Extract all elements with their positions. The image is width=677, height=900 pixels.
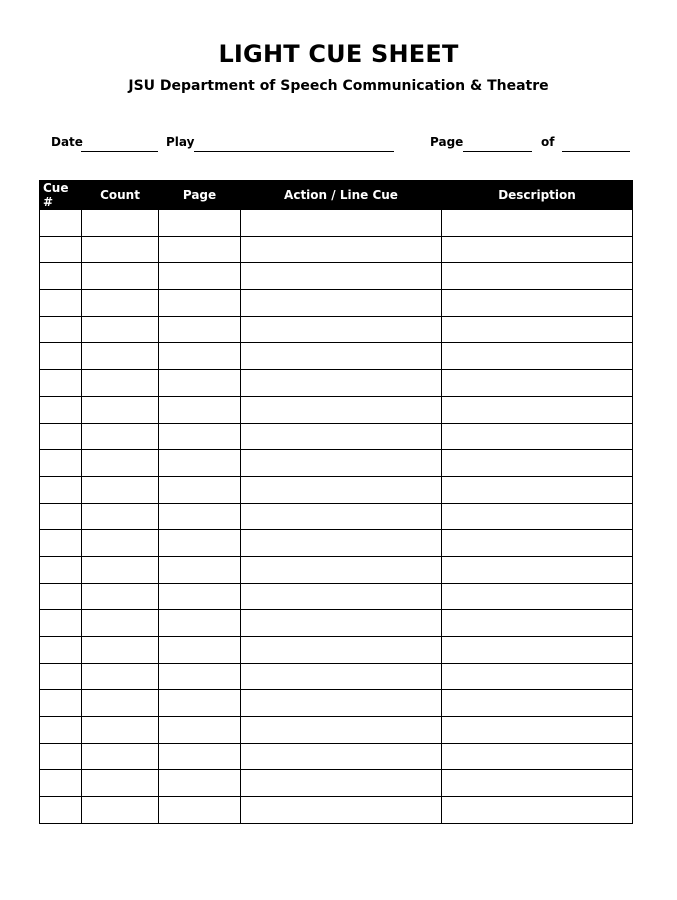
- table-row: [40, 743, 633, 770]
- action-cell[interactable]: [241, 663, 442, 690]
- action-cell-input[interactable]: [241, 450, 441, 476]
- action-cell[interactable]: [241, 797, 442, 824]
- table-row: [40, 663, 633, 690]
- cue-cell[interactable]: [40, 236, 82, 263]
- description-cell-input[interactable]: [442, 477, 632, 503]
- column-header-count: Count: [82, 181, 159, 210]
- table-row: [40, 476, 633, 503]
- count-cell-input[interactable]: [82, 237, 158, 263]
- action-cell[interactable]: [241, 743, 442, 770]
- description-cell-input[interactable]: [442, 664, 632, 690]
- page-cell[interactable]: [159, 743, 241, 770]
- column-header-page: Page: [159, 181, 241, 210]
- page-cell-input[interactable]: [159, 584, 240, 610]
- action-cell[interactable]: [241, 450, 442, 477]
- action-cell[interactable]: [241, 423, 442, 450]
- page-subtitle: JSU Department of Speech Communication & Theatre: [128, 78, 549, 94]
- count-cell[interactable]: [82, 396, 159, 423]
- action-cell-input[interactable]: [241, 290, 441, 316]
- count-cell-input[interactable]: [82, 770, 158, 796]
- table-row: [40, 530, 633, 557]
- count-cell[interactable]: [82, 370, 159, 397]
- count-cell[interactable]: [82, 210, 159, 237]
- count-cell[interactable]: [82, 610, 159, 637]
- cue-cell-input[interactable]: [40, 610, 81, 636]
- action-cell-input[interactable]: [241, 343, 441, 369]
- action-cell-input[interactable]: [241, 397, 441, 423]
- action-cell[interactable]: [241, 316, 442, 343]
- page-title: LIGHT CUE SHEET: [218, 40, 459, 68]
- action-cell[interactable]: [241, 717, 442, 744]
- count-cell-input[interactable]: [82, 477, 158, 503]
- count-cell[interactable]: [82, 663, 159, 690]
- count-cell[interactable]: [82, 263, 159, 290]
- count-cell-input[interactable]: [82, 424, 158, 450]
- count-cell[interactable]: [82, 236, 159, 263]
- table-row: [40, 263, 633, 290]
- table-row: [40, 637, 633, 664]
- count-cell-input[interactable]: [82, 317, 158, 343]
- description-cell-input[interactable]: [442, 237, 632, 263]
- description-cell[interactable]: [442, 717, 633, 744]
- action-cell[interactable]: [241, 503, 442, 530]
- table-row: [40, 556, 633, 583]
- description-cell[interactable]: [442, 530, 633, 557]
- page-cell-input[interactable]: [159, 370, 240, 396]
- cue-cell-input[interactable]: [40, 263, 81, 289]
- date-label: Date: [51, 135, 83, 149]
- cue-cell[interactable]: [40, 583, 82, 610]
- action-cell[interactable]: [241, 637, 442, 664]
- page-cell[interactable]: [159, 423, 241, 450]
- action-cell[interactable]: [241, 690, 442, 717]
- page-cell[interactable]: [159, 476, 241, 503]
- description-cell-input[interactable]: [442, 717, 632, 743]
- action-cell-input[interactable]: [241, 664, 441, 690]
- description-cell-input[interactable]: [442, 557, 632, 583]
- description-cell[interactable]: [442, 396, 633, 423]
- description-cell[interactable]: [442, 610, 633, 637]
- description-cell[interactable]: [442, 663, 633, 690]
- action-cell-input[interactable]: [241, 370, 441, 396]
- description-cell-input[interactable]: [442, 317, 632, 343]
- action-cell-input[interactable]: [241, 504, 441, 530]
- page-cell-input[interactable]: [159, 477, 240, 503]
- description-cell[interactable]: [442, 743, 633, 770]
- page-cell-input[interactable]: [159, 717, 240, 743]
- count-cell-input[interactable]: [82, 290, 158, 316]
- count-cell[interactable]: [82, 556, 159, 583]
- cue-cell-input[interactable]: [40, 370, 81, 396]
- count-cell-input[interactable]: [82, 690, 158, 716]
- count-cell-input[interactable]: [82, 744, 158, 770]
- count-cell[interactable]: [82, 743, 159, 770]
- count-cell[interactable]: [82, 343, 159, 370]
- page-cell-input[interactable]: [159, 664, 240, 690]
- action-cell[interactable]: [241, 556, 442, 583]
- cue-cell[interactable]: [40, 370, 82, 397]
- action-cell-input[interactable]: [241, 424, 441, 450]
- action-cell[interactable]: [241, 210, 442, 237]
- table-row: [40, 717, 633, 744]
- description-cell-input[interactable]: [442, 290, 632, 316]
- count-cell[interactable]: [82, 717, 159, 744]
- page-cell[interactable]: [159, 450, 241, 477]
- action-cell[interactable]: [241, 530, 442, 557]
- description-cell-input[interactable]: [442, 263, 632, 289]
- page-cell-input[interactable]: [159, 770, 240, 796]
- cue-cell-input[interactable]: [40, 557, 81, 583]
- description-cell-input[interactable]: [442, 690, 632, 716]
- table-row: [40, 503, 633, 530]
- action-cell-input[interactable]: [241, 317, 441, 343]
- cue-cell[interactable]: [40, 663, 82, 690]
- description-cell[interactable]: [442, 316, 633, 343]
- cue-cell-input[interactable]: [40, 397, 81, 423]
- table-row: [40, 396, 633, 423]
- page-cell[interactable]: [159, 530, 241, 557]
- cue-cell-input[interactable]: [40, 664, 81, 690]
- count-cell[interactable]: [82, 583, 159, 610]
- action-cell[interactable]: [241, 770, 442, 797]
- cue-cell[interactable]: [40, 396, 82, 423]
- action-cell[interactable]: [241, 610, 442, 637]
- page-cell[interactable]: [159, 343, 241, 370]
- count-cell[interactable]: [82, 530, 159, 557]
- table-row: [40, 610, 633, 637]
- page-cell[interactable]: [159, 770, 241, 797]
- cue-cell-input[interactable]: [40, 690, 81, 716]
- cue-cell[interactable]: [40, 290, 82, 317]
- table-row: [40, 583, 633, 610]
- description-cell-input[interactable]: [442, 504, 632, 530]
- description-cell[interactable]: [442, 290, 633, 317]
- cue-cell[interactable]: [40, 503, 82, 530]
- description-cell[interactable]: [442, 343, 633, 370]
- page-cell-input[interactable]: [159, 263, 240, 289]
- description-cell[interactable]: [442, 450, 633, 477]
- date-field[interactable]: [81, 137, 158, 152]
- count-cell-input[interactable]: [82, 637, 158, 663]
- count-cell[interactable]: [82, 503, 159, 530]
- page-cell[interactable]: [159, 690, 241, 717]
- table-row: [40, 210, 633, 237]
- description-cell-input[interactable]: [442, 610, 632, 636]
- page-cell-input[interactable]: [159, 317, 240, 343]
- description-cell[interactable]: [442, 423, 633, 450]
- cue-cell-input[interactable]: [40, 770, 81, 796]
- description-cell-input[interactable]: [442, 370, 632, 396]
- page-cell[interactable]: [159, 236, 241, 263]
- count-cell-input[interactable]: [82, 610, 158, 636]
- count-cell-input[interactable]: [82, 584, 158, 610]
- cue-cell[interactable]: [40, 343, 82, 370]
- table-body: [40, 210, 633, 824]
- description-cell[interactable]: [442, 476, 633, 503]
- count-cell-input[interactable]: [82, 797, 158, 823]
- table-row: [40, 423, 633, 450]
- count-cell-input[interactable]: [82, 343, 158, 369]
- count-cell[interactable]: [82, 476, 159, 503]
- of-label: of: [541, 135, 555, 149]
- page-cell-input[interactable]: [159, 690, 240, 716]
- count-cell[interactable]: [82, 423, 159, 450]
- cue-cell-input[interactable]: [40, 343, 81, 369]
- action-cell-input[interactable]: [241, 530, 441, 556]
- action-cell[interactable]: [241, 236, 442, 263]
- cue-cell[interactable]: [40, 690, 82, 717]
- table-row: [40, 236, 633, 263]
- page-cell[interactable]: [159, 663, 241, 690]
- count-cell-input[interactable]: [82, 557, 158, 583]
- count-cell-input[interactable]: [82, 397, 158, 423]
- description-cell[interactable]: [442, 583, 633, 610]
- cue-cell[interactable]: [40, 450, 82, 477]
- description-cell-input[interactable]: [442, 584, 632, 610]
- count-cell-input[interactable]: [82, 664, 158, 690]
- table-row: [40, 290, 633, 317]
- page-cell-input[interactable]: [159, 744, 240, 770]
- column-header-description: Description: [442, 181, 633, 210]
- count-cell[interactable]: [82, 450, 159, 477]
- description-cell[interactable]: [442, 503, 633, 530]
- action-cell[interactable]: [241, 370, 442, 397]
- cue-cell[interactable]: [40, 743, 82, 770]
- page-cell[interactable]: [159, 583, 241, 610]
- action-cell-input[interactable]: [241, 637, 441, 663]
- action-cell-input[interactable]: [241, 690, 441, 716]
- cue-cell[interactable]: [40, 797, 82, 824]
- cue-cell[interactable]: [40, 770, 82, 797]
- page-cell-input[interactable]: [159, 637, 240, 663]
- page-cell[interactable]: [159, 263, 241, 290]
- description-cell-input[interactable]: [442, 530, 632, 556]
- table-row: [40, 797, 633, 824]
- action-cell-input[interactable]: [241, 610, 441, 636]
- count-cell[interactable]: [82, 797, 159, 824]
- cue-cell[interactable]: [40, 556, 82, 583]
- count-cell-input[interactable]: [82, 370, 158, 396]
- action-cell[interactable]: [241, 583, 442, 610]
- description-cell[interactable]: [442, 210, 633, 237]
- description-cell[interactable]: [442, 690, 633, 717]
- cue-cell-input[interactable]: [40, 290, 81, 316]
- page-cell[interactable]: [159, 717, 241, 744]
- action-cell-input[interactable]: [241, 237, 441, 263]
- action-cell-input[interactable]: [241, 263, 441, 289]
- play-label: Play: [166, 135, 195, 149]
- cue-cell-input[interactable]: [40, 637, 81, 663]
- description-cell-input[interactable]: [442, 450, 632, 476]
- count-cell-input[interactable]: [82, 504, 158, 530]
- cue-cell[interactable]: [40, 637, 82, 664]
- cue-table: [39, 180, 633, 824]
- page-cell-input[interactable]: [159, 557, 240, 583]
- description-cell[interactable]: [442, 263, 633, 290]
- table-row: [40, 450, 633, 477]
- table-row: [40, 370, 633, 397]
- column-header-cue: Cue #: [40, 181, 82, 210]
- count-cell-input[interactable]: [82, 450, 158, 476]
- description-cell-input[interactable]: [442, 424, 632, 450]
- page-cell-input[interactable]: [159, 530, 240, 556]
- description-cell[interactable]: [442, 797, 633, 824]
- description-cell[interactable]: [442, 236, 633, 263]
- action-cell-input[interactable]: [241, 744, 441, 770]
- action-cell-input[interactable]: [241, 557, 441, 583]
- table-header-row: [40, 181, 633, 210]
- page-cell-input[interactable]: [159, 290, 240, 316]
- cue-cell-input[interactable]: [40, 317, 81, 343]
- table-row: [40, 690, 633, 717]
- page-cell[interactable]: [159, 503, 241, 530]
- page-label: Page: [430, 135, 464, 149]
- table-row: [40, 316, 633, 343]
- page-cell[interactable]: [159, 316, 241, 343]
- cue-cell-input[interactable]: [40, 504, 81, 530]
- cue-cell[interactable]: [40, 423, 82, 450]
- description-cell[interactable]: [442, 370, 633, 397]
- cue-cell-input[interactable]: [40, 717, 81, 743]
- table-row: [40, 343, 633, 370]
- page-number-field[interactable]: [463, 137, 532, 152]
- action-cell[interactable]: [241, 263, 442, 290]
- page-cell-input[interactable]: [159, 237, 240, 263]
- cue-cell[interactable]: [40, 210, 82, 237]
- cue-cell-input[interactable]: [40, 744, 81, 770]
- count-cell[interactable]: [82, 770, 159, 797]
- description-cell[interactable]: [442, 770, 633, 797]
- page-cell-input[interactable]: [159, 797, 240, 823]
- page-cell[interactable]: [159, 290, 241, 317]
- page-cell[interactable]: [159, 797, 241, 824]
- description-cell-input[interactable]: [442, 210, 632, 236]
- description-cell-input[interactable]: [442, 770, 632, 796]
- count-cell-input[interactable]: [82, 210, 158, 236]
- cue-cell-input[interactable]: [40, 450, 81, 476]
- action-cell-input[interactable]: [241, 210, 441, 236]
- table-row: [40, 770, 633, 797]
- cue-cell-input[interactable]: [40, 477, 81, 503]
- count-cell[interactable]: [82, 637, 159, 664]
- description-cell-input[interactable]: [442, 343, 632, 369]
- cue-cell[interactable]: [40, 530, 82, 557]
- cue-cell-input[interactable]: [40, 797, 81, 823]
- count-cell-input[interactable]: [82, 717, 158, 743]
- description-cell-input[interactable]: [442, 744, 632, 770]
- action-cell[interactable]: [241, 396, 442, 423]
- page-cell[interactable]: [159, 370, 241, 397]
- page-cell-input[interactable]: [159, 504, 240, 530]
- count-cell-input[interactable]: [82, 530, 158, 556]
- cue-cell-input[interactable]: [40, 210, 81, 236]
- cue-cell[interactable]: [40, 610, 82, 637]
- count-cell-input[interactable]: [82, 263, 158, 289]
- page-cell[interactable]: [159, 610, 241, 637]
- action-cell[interactable]: [241, 476, 442, 503]
- description-cell[interactable]: [442, 556, 633, 583]
- column-header-action: Action / Line Cue: [241, 181, 442, 210]
- description-cell-input[interactable]: [442, 637, 632, 663]
- page-cell[interactable]: [159, 210, 241, 237]
- count-cell[interactable]: [82, 290, 159, 317]
- cue-cell-input[interactable]: [40, 584, 81, 610]
- page-cell-input[interactable]: [159, 450, 240, 476]
- action-cell-input[interactable]: [241, 797, 441, 823]
- count-cell[interactable]: [82, 316, 159, 343]
- page-cell-input[interactable]: [159, 343, 240, 369]
- cue-cell[interactable]: [40, 316, 82, 343]
- action-cell-input[interactable]: [241, 717, 441, 743]
- action-cell[interactable]: [241, 343, 442, 370]
- description-cell-input[interactable]: [442, 797, 632, 823]
- page-cell[interactable]: [159, 637, 241, 664]
- description-cell-input[interactable]: [442, 397, 632, 423]
- action-cell-input[interactable]: [241, 477, 441, 503]
- cue-cell-input[interactable]: [40, 424, 81, 450]
- page-total-field[interactable]: [562, 137, 630, 152]
- play-field[interactable]: [194, 137, 394, 152]
- cue-cell[interactable]: [40, 476, 82, 503]
- action-cell[interactable]: [241, 290, 442, 317]
- cue-cell[interactable]: [40, 717, 82, 744]
- action-cell-input[interactable]: [241, 770, 441, 796]
- page-cell-input[interactable]: [159, 424, 240, 450]
- cue-cell-input[interactable]: [40, 530, 81, 556]
- action-cell-input[interactable]: [241, 584, 441, 610]
- cue-cell-input[interactable]: [40, 237, 81, 263]
- page-cell[interactable]: [159, 396, 241, 423]
- page-cell[interactable]: [159, 556, 241, 583]
- page-cell-input[interactable]: [159, 610, 240, 636]
- cue-cell[interactable]: [40, 263, 82, 290]
- description-cell[interactable]: [442, 637, 633, 664]
- count-cell[interactable]: [82, 690, 159, 717]
- page-cell-input[interactable]: [159, 210, 240, 236]
- page-cell-input[interactable]: [159, 397, 240, 423]
